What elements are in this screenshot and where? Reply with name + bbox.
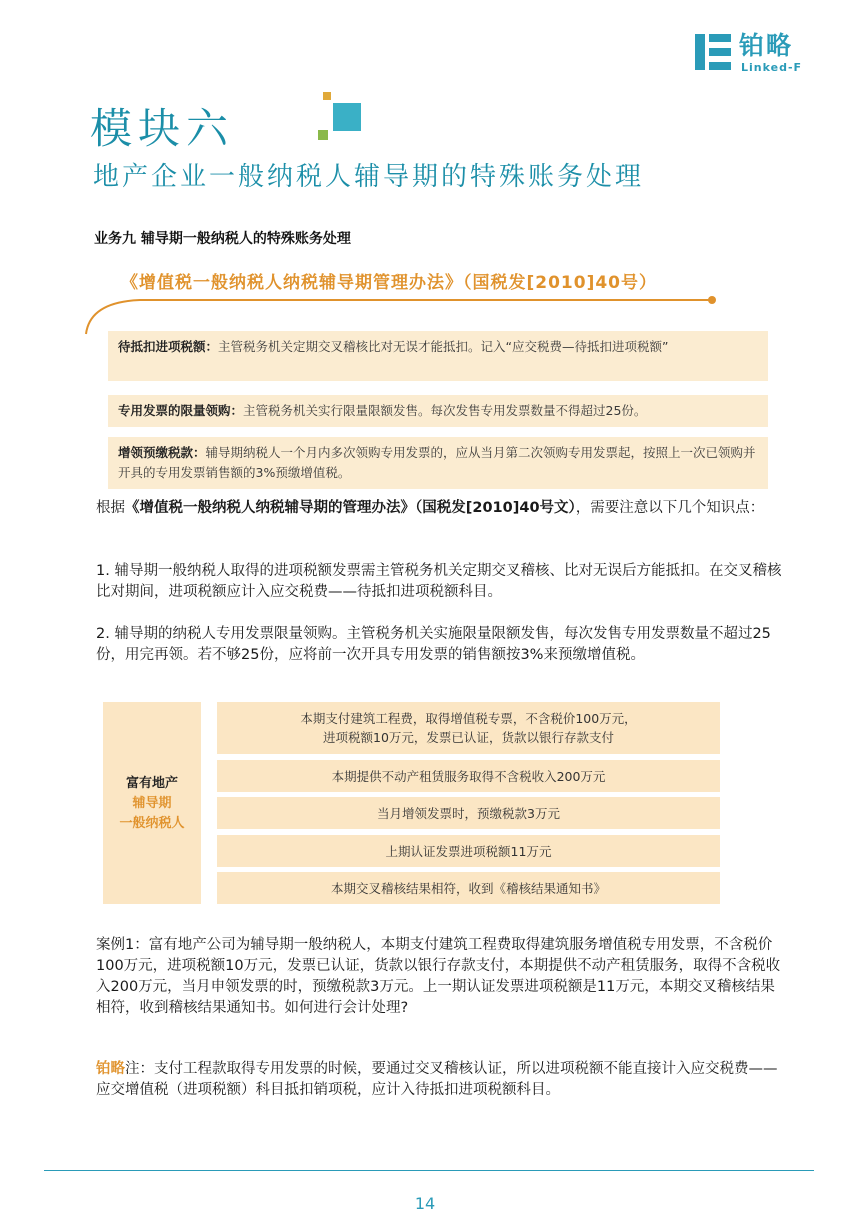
case-1-paragraph: 案例1：富有地产公司为辅导期一般纳税人，本期支付建筑工程费取得建筑服务增值税专用发票，不含税价100万元，进项税额10万元，发票已认证，货款以银行存款支付，本期提供不动产租赁服务，取得不含税收入200万元，当月申领发票的时，预缴税款3万元。上一期认证发票进项税额是11万元，本期交叉稽核结果相符，收到稽核结果通知书。如何进行会计处理? <box>96 937 781 1016</box>
intro-bold: 《增值税一般纳税人纳税辅导期的管理办法》（国税发[2010]40号文） <box>125 500 576 516</box>
diagram-row-prepaid <box>217 797 720 829</box>
footer-divider <box>44 1170 814 1171</box>
note-paragraph <box>96 1059 786 1101</box>
info-box-label: 专用发票的限量领购： <box>118 403 244 418</box>
decor-square-green <box>318 130 328 140</box>
diagram-row-audit <box>217 872 720 904</box>
diagram-row-line: 本期提供不动产租赁服务取得不含税收入200万元 <box>331 768 606 784</box>
intro-post: ，需要注意以下几个知识点： <box>575 500 765 516</box>
diagram-row-line: 本期支付建筑工程费，取得增值税专票，不含税价100万元， <box>300 711 637 726</box>
module-title: 模块六 <box>90 104 235 153</box>
diagram-row-rental <box>217 760 720 792</box>
logo-mark-icon <box>695 32 733 72</box>
point-1-paragraph: 1. 辅导期一般纳税人取得的进项税额发票需主管税务机关定期交叉稽核、比对无误后方能抵扣。在交叉稽核比对期间，进项税额应计入应交税费——待抵扣进项税额科目。 <box>96 563 782 600</box>
info-box-prepaid-tax <box>108 437 768 489</box>
logo-chinese-text: 铂略 <box>739 31 794 60</box>
diagram-row-construction <box>217 702 720 754</box>
business-heading: 业务九 辅导期一般纳税人的特殊账务处理 <box>94 231 351 247</box>
entity-name: 富有地产 <box>125 776 178 791</box>
diagram-row-line: 进项税额10万元，发票已认证，货款以银行存款支付 <box>323 730 614 745</box>
info-box-text: 主管税务机关实行限量限额发售。每次发售专用发票数量不得超过25份。 <box>243 403 647 418</box>
module-subtitle: 地产企业一般纳税人辅导期的特殊账务处理 <box>93 162 645 192</box>
logo-english-text: Linked-F <box>741 61 803 74</box>
info-box-pending-input-tax <box>108 331 768 381</box>
diagram-row-line: 本期交叉稽核结果相符，收到《稽核结果通知书》 <box>330 880 606 896</box>
point-2-paragraph: 2. 辅导期的纳税人专用发票限量领购。主管税务机关实施限量限额发售，每次发售专用发票数量不超过25份，用完再领。若不够25份，应将前一次开具专用发票的销售额按3%来预缴增值税。 <box>96 626 771 663</box>
entity-period: 辅导期 <box>132 796 172 811</box>
note-text: 注：支付工程款取得专用发票的时候，要通过交叉稽核认证，所以进项税额不能直接计入应交税费——应交增值税（进项税额）科目抵扣销项税，应计入待抵扣进项税额科目。 <box>96 1061 778 1098</box>
intro-paragraph <box>96 498 786 519</box>
diagram-entity-box <box>103 702 201 904</box>
info-box-label: 待抵扣进项税额： <box>118 339 219 354</box>
intro-pre: 根据 <box>96 500 125 516</box>
banner-underline <box>80 296 720 336</box>
diagram-row-line: 当月增领发票时，预缴税款3万元 <box>377 805 560 821</box>
decor-square-small <box>323 92 331 100</box>
note-label: 铂略 <box>96 1061 125 1077</box>
entity-type: 一般纳税人 <box>119 816 185 831</box>
regulation-banner: 《增值税一般纳税人纳税辅导期管理办法》（国税发[2010]40号） <box>121 273 658 293</box>
info-box-text: 主管税务机关定期交叉稽核比对无误才能抵扣。记入“应交税费—待抵扣进项税额” <box>218 339 669 354</box>
brand-logo <box>695 32 815 74</box>
decor-square-big <box>333 103 361 131</box>
page-number: 14 <box>414 1194 436 1213</box>
info-box-text: 辅导期纳税人一个月内多次领购专用发票的，应从当月第二次领购专用发票起，按照上一次已领购并开具的专用发票销售额的3%预缴增值税。 <box>118 445 756 480</box>
info-box-limited-purchase <box>108 395 768 427</box>
info-box-label: 增领预缴税款： <box>118 445 206 460</box>
diagram-row-certified <box>217 835 720 867</box>
diagram-row-line: 上期认证发票进项税额11万元 <box>385 843 552 859</box>
